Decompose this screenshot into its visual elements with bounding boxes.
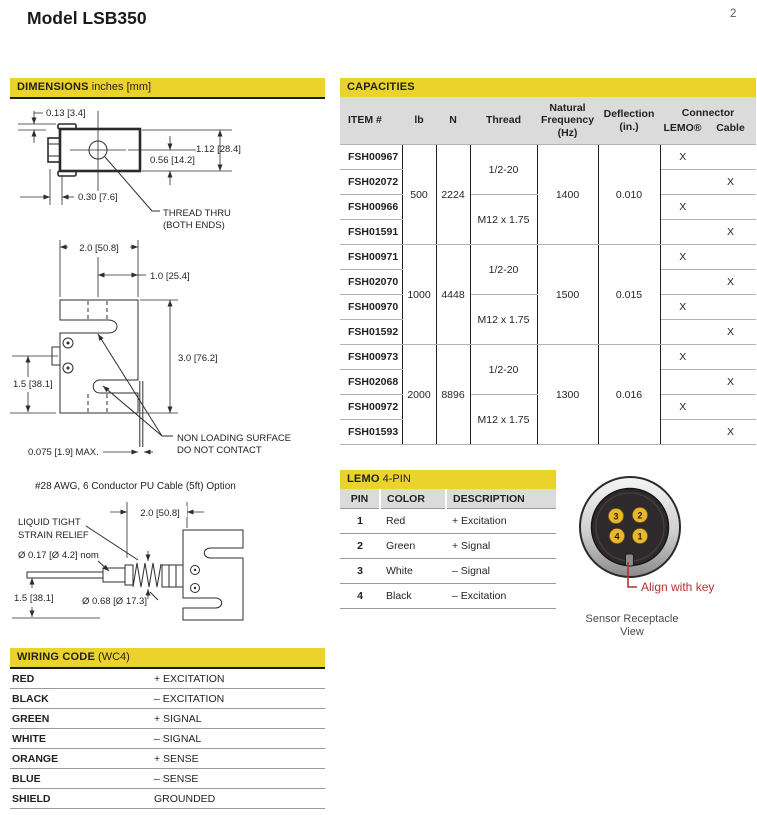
connector-ring (580, 477, 680, 577)
cell-cable (705, 345, 756, 370)
cell-lemo (660, 320, 705, 345)
table-row (10, 669, 325, 689)
dim-tab-label: 0.13 [3.4] (46, 108, 86, 119)
wiring-code-table (10, 669, 325, 809)
cell-description: + Excitation (446, 509, 556, 534)
col-cable: Cable (716, 121, 745, 134)
wire-color: WHITE (10, 729, 150, 749)
wire-function: + SENSE (150, 749, 325, 769)
dim-offset-label: 0.30 [7.6] (78, 192, 118, 203)
cell-lemo (660, 170, 705, 195)
cell-item: FSH01593 (340, 420, 402, 445)
cell-description: – Excitation (446, 584, 556, 609)
table-row (340, 509, 556, 534)
table-row (10, 789, 325, 809)
table-row (340, 559, 556, 584)
cell-cable (705, 245, 756, 270)
receptacle-caption-1: Sensor Receptacle (585, 613, 679, 625)
cell-lemo (660, 370, 705, 395)
cell-lemo: X (660, 295, 705, 320)
wire-function: + SIGNAL (150, 709, 325, 729)
non-loading-note-2: DO NOT CONTACT (177, 445, 262, 456)
dimensions-title: DIMENSIONS (17, 81, 89, 93)
receptacle-caption-2: View (620, 626, 644, 638)
col-connector (660, 97, 756, 145)
lemo-pin-table (340, 489, 556, 609)
non-loading-note-1: NON LOADING SURFACE (177, 433, 292, 444)
cell-cable (705, 395, 756, 420)
pin-2-label: 2 (637, 510, 643, 521)
cell-lemo: X (660, 195, 705, 220)
dim-spring-dia-label: Ø 0.68 [Ø 17.3] (82, 596, 147, 607)
cell-item: FSH01592 (340, 320, 402, 345)
dim-length-label: 2.0 [50.8] (140, 508, 180, 519)
cell-item: FSH00972 (340, 395, 402, 420)
cell-cable: X (705, 420, 756, 445)
cell-n: 2224 (436, 145, 470, 245)
sensor-receptacle-diagram (575, 472, 757, 650)
page-title: Model LSB350 (27, 8, 147, 28)
cell-cable (705, 295, 756, 320)
table-row (10, 709, 325, 729)
table-row (340, 584, 556, 609)
col-thread: Thread (470, 97, 537, 145)
col-pin: PIN (340, 489, 380, 509)
cell-item: FSH00967 (340, 145, 402, 170)
cell-lemo (660, 220, 705, 245)
cell-thread: M12 x 1.75 (470, 295, 537, 345)
table-row (10, 689, 325, 709)
dimensions-subtitle: inches [mm] (91, 81, 152, 93)
cell-pin: 3 (340, 559, 380, 584)
col-deflection: Deflection (in.) (598, 97, 660, 145)
lemo-subtitle: 4-PIN (382, 473, 411, 485)
pin-3-label: 3 (613, 511, 619, 522)
align-with-key-label: Align with key (641, 580, 715, 594)
table-header-row (340, 97, 756, 145)
cable-option-drawing (10, 460, 325, 640)
table-row (10, 769, 325, 789)
wire-color: BLUE (10, 769, 150, 789)
cell-lemo: X (660, 395, 705, 420)
dim-center-label: 1.0 [25.4] (150, 271, 190, 282)
dim-cable-dia-label: Ø 0.17 [Ø 4.2] nom (18, 550, 99, 561)
wire-function: – SENSE (150, 769, 325, 789)
cell-n: 8896 (436, 345, 470, 445)
table-row (340, 145, 756, 170)
wire-function: + EXCITATION (150, 669, 325, 689)
wire-function: – SIGNAL (150, 729, 325, 749)
cell-thread: M12 x 1.75 (470, 195, 537, 245)
side-view-drawing (10, 99, 325, 235)
cell-description: – Signal (446, 559, 556, 584)
dim-half-label: 0.56 [14.2] (150, 155, 195, 166)
table-row (340, 534, 556, 559)
cell-item: FSH00973 (340, 345, 402, 370)
wire-color: GREEN (10, 709, 150, 729)
cell-cable: X (705, 270, 756, 295)
col-lemo: LEMO® (663, 121, 702, 134)
cell-lemo: X (660, 345, 705, 370)
dim-half-label: 1.5 [38.1] (14, 593, 54, 604)
cell-cable: X (705, 220, 756, 245)
strain-relief-label-1: LIQUID TIGHT (18, 517, 81, 528)
cell-frequency: 1500 (537, 245, 598, 345)
dim-half-label: 1.5 [38.1] (13, 379, 53, 390)
wire-color: ORANGE (10, 749, 150, 769)
cell-frequency: 1300 (537, 345, 598, 445)
col-description: DESCRIPTION (446, 489, 556, 509)
front-view-drawing (10, 235, 325, 460)
cell-n: 4448 (436, 245, 470, 345)
cell-lemo (660, 270, 705, 295)
cell-deflection: 0.010 (598, 145, 660, 245)
col-frequency: Natural Frequency (Hz) (537, 97, 598, 145)
cell-deflection: 0.016 (598, 345, 660, 445)
wiring-code-header (10, 648, 325, 669)
cell-pin: 2 (340, 534, 380, 559)
cell-cable (705, 145, 756, 170)
cell-thread: 1/2-20 (470, 345, 537, 395)
capacities-table (340, 97, 756, 445)
dim-height-label: 3.0 [76.2] (178, 353, 218, 364)
cell-lb: 1000 (402, 245, 436, 345)
cell-lemo: X (660, 245, 705, 270)
cell-item: FSH02068 (340, 370, 402, 395)
capacities-title: CAPACITIES (347, 81, 415, 93)
dim-width-label: 2.0 [50.8] (79, 243, 119, 254)
cell-item: FSH02072 (340, 170, 402, 195)
wire-color: RED (10, 669, 150, 689)
wire-color: BLACK (10, 689, 150, 709)
cell-lb: 500 (402, 145, 436, 245)
cell-color: Green (380, 534, 446, 559)
cell-lb: 2000 (402, 345, 436, 445)
cell-description: + Signal (446, 534, 556, 559)
cell-cable (705, 195, 756, 220)
s-beam-outline (52, 300, 143, 447)
lemo-header (340, 470, 556, 489)
page-number: 2 (730, 8, 737, 20)
cable-option-title: #28 AWG, 6 Conductor PU Cable (5ft) Option (35, 481, 236, 492)
lemo-title: LEMO (347, 473, 380, 485)
cell-cable: X (705, 320, 756, 345)
table-row (340, 245, 756, 270)
cell-item: FSH00970 (340, 295, 402, 320)
cell-cable: X (705, 370, 756, 395)
col-color: COLOR (380, 489, 446, 509)
cell-pin: 1 (340, 509, 380, 534)
table-row (10, 729, 325, 749)
dimensions-header (10, 78, 325, 99)
pin-1-label: 1 (637, 531, 643, 542)
wiring-code-subtitle: (WC4) (98, 651, 130, 663)
cell-deflection: 0.015 (598, 245, 660, 345)
thread-note-2: (BOTH ENDS) (163, 220, 225, 231)
cell-color: Black (380, 584, 446, 609)
cell-lemo: X (660, 145, 705, 170)
capacities-header (340, 78, 756, 97)
col-n: N (436, 97, 470, 145)
cell-pin: 4 (340, 584, 380, 609)
table-header-row (340, 489, 556, 509)
thread-note-1: THREAD THRU (163, 208, 231, 219)
cell-item: FSH01591 (340, 220, 402, 245)
col-lb: lb (402, 97, 436, 145)
cell-color: White (380, 559, 446, 584)
wire-function: – EXCITATION (150, 689, 325, 709)
connector-header-label: Connector (681, 107, 735, 120)
wiring-code-title: WIRING CODE (17, 651, 95, 663)
pin-4-label: 4 (614, 531, 620, 542)
cell-thread: 1/2-20 (470, 245, 537, 295)
table-row (340, 345, 756, 370)
cell-thread: 1/2-20 (470, 145, 537, 195)
cell-frequency: 1400 (537, 145, 598, 245)
strain-relief-label-2: STRAIN RELIEF (18, 530, 89, 541)
dim-gap-label: 0.075 [1.9] MAX. (28, 447, 99, 458)
dim-height-label: 1.12 [28.4] (196, 144, 241, 155)
key-notch (626, 554, 634, 566)
cell-lemo (660, 420, 705, 445)
col-item: ITEM # (340, 97, 402, 145)
cell-item: FSH00971 (340, 245, 402, 270)
wire-function: GROUNDED (150, 789, 325, 809)
cell-cable: X (705, 170, 756, 195)
cell-item: FSH02070 (340, 270, 402, 295)
cell-color: Red (380, 509, 446, 534)
cell-item: FSH00966 (340, 195, 402, 220)
table-row (10, 749, 325, 769)
cell-thread: M12 x 1.75 (470, 395, 537, 445)
wire-color: SHIELD (10, 789, 150, 809)
